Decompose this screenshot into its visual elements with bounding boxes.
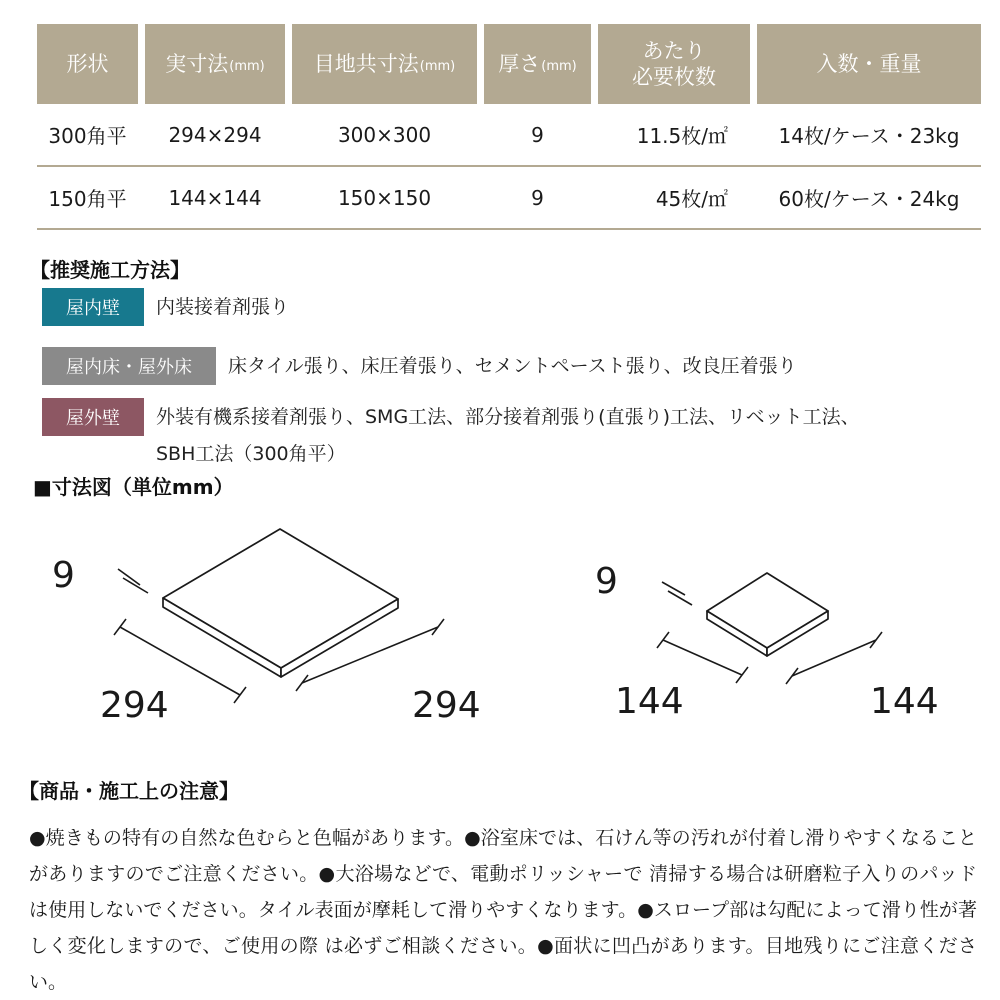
cell-joint-size: 150×150 xyxy=(337,185,432,210)
outdoor-wall-desc-line2: SBH工法（300角平） xyxy=(156,443,346,465)
col-header-sheets-required-line1: あたり xyxy=(642,39,706,63)
indoor-wall-desc: 内装接着剤張り xyxy=(156,296,290,318)
thickness-label: 9 xyxy=(595,561,618,602)
thickness-extension-line xyxy=(123,578,148,593)
col-header-thickness-label: 厚さ xyxy=(498,52,541,76)
depth-label: 294 xyxy=(412,685,481,726)
outdoor-wall-desc xyxy=(156,398,860,472)
method-row-floors xyxy=(42,347,797,385)
spec-table xyxy=(37,24,981,230)
col-header-joint-size xyxy=(292,24,477,104)
methods-heading: 【推奨施工方法】 xyxy=(30,258,190,282)
col-header-sheets-required-line2: 必要枚数 xyxy=(632,65,716,89)
table-row xyxy=(37,167,981,228)
col-header-pack-weight xyxy=(757,24,981,104)
table-row xyxy=(37,104,981,165)
col-header-pack-weight-label: 入数・重量 xyxy=(816,52,922,76)
dimension-tick xyxy=(296,675,308,691)
width-label: 294 xyxy=(100,685,169,726)
cell-pack-weight: 60枚/ケース・24kg xyxy=(778,187,960,211)
row-divider xyxy=(37,228,981,230)
tile-top-face xyxy=(163,529,398,668)
dimension-heading: ■寸法図（単位mm） xyxy=(33,475,234,499)
dimension-tick xyxy=(786,668,798,684)
notes-heading: 【商品・施工上の注意】 xyxy=(19,779,239,803)
cell-pack-weight: 14枚/ケース・23kg xyxy=(778,124,960,148)
col-header-thickness xyxy=(484,24,591,104)
col-header-shape-label: 形状 xyxy=(66,52,109,76)
tile-top-face xyxy=(707,573,828,648)
dimension-line xyxy=(663,640,742,675)
spec-table-header-row xyxy=(37,24,981,104)
tile-diagram-300 xyxy=(40,515,490,730)
thickness-label: 9 xyxy=(52,555,75,596)
dimension-line xyxy=(792,640,876,676)
col-header-actual-size xyxy=(145,24,285,104)
cell-shape: 300角平 xyxy=(48,124,127,148)
col-header-sheets-required xyxy=(598,24,750,104)
col-header-shape xyxy=(37,24,138,104)
method-row-indoor-wall xyxy=(42,288,289,326)
cell-joint-size: 300×300 xyxy=(337,122,432,147)
col-header-thickness-unit: (mm) xyxy=(541,59,577,74)
cell-actual-size: 294×294 xyxy=(168,122,262,147)
col-header-actual-size-label: 実寸法 xyxy=(165,52,229,76)
thickness-extension-line xyxy=(668,591,692,605)
indoor-wall-badge: 屋内壁 xyxy=(42,288,144,326)
indoor-outdoor-floor-badge: 屋内床・屋外床 xyxy=(42,347,216,385)
tile-diagram-150 xyxy=(590,545,960,730)
thickness-extension-line xyxy=(662,582,685,595)
cell-sheets-required: 11.5枚/㎡ xyxy=(636,124,728,148)
dimension-tick xyxy=(432,619,444,635)
col-header-joint-size-label: 目地共寸法 xyxy=(313,52,419,76)
cell-actual-size: 144×144 xyxy=(168,185,262,210)
cell-shape: 150角平 xyxy=(48,187,127,211)
dimension-tick xyxy=(114,619,126,635)
width-label: 144 xyxy=(615,681,684,722)
notes-body: ●焼きもの特有の自然な色むらと色幅があります。●浴室床では、石けん等の汚れが付着し滑りやすくなることがありますのでご注意ください。●大浴場などで、電動ポリッシャーで 清掃する場合は研磨粒子入りのパッドは使用しないでください。タイル表面が摩耗して滑りやすくなります。●スロープ部は勾配によって滑り性が著しく変化しますので、ご使用の際 は必ずご相談ください。●面状に凹凸があります。目地残りにご注意ください。 xyxy=(29,827,977,993)
dimension-tick xyxy=(736,667,748,683)
depth-label: 144 xyxy=(870,681,939,722)
dimension-tick xyxy=(234,687,246,703)
dimension-tick xyxy=(657,632,669,648)
outdoor-wall-desc-line1: 外装有機系接着剤張り、SMG工法、部分接着剤張り(直張り)工法、リベット工法、 xyxy=(156,406,860,428)
thickness-extension-line xyxy=(118,569,140,585)
cell-thickness: 9 xyxy=(531,185,544,210)
dimension-tick xyxy=(870,632,882,648)
outdoor-wall-badge: 屋外壁 xyxy=(42,398,144,436)
col-header-joint-size-unit: (mm) xyxy=(419,59,456,74)
floor-desc: 床タイル張り、床圧着張り、セメントペースト張り、改良圧着張り xyxy=(228,355,797,377)
cell-thickness: 9 xyxy=(531,122,544,147)
method-row-outdoor-wall xyxy=(42,398,860,472)
col-header-actual-size-unit: (mm) xyxy=(229,59,265,74)
cell-sheets-required: 45枚/㎡ xyxy=(655,187,728,211)
